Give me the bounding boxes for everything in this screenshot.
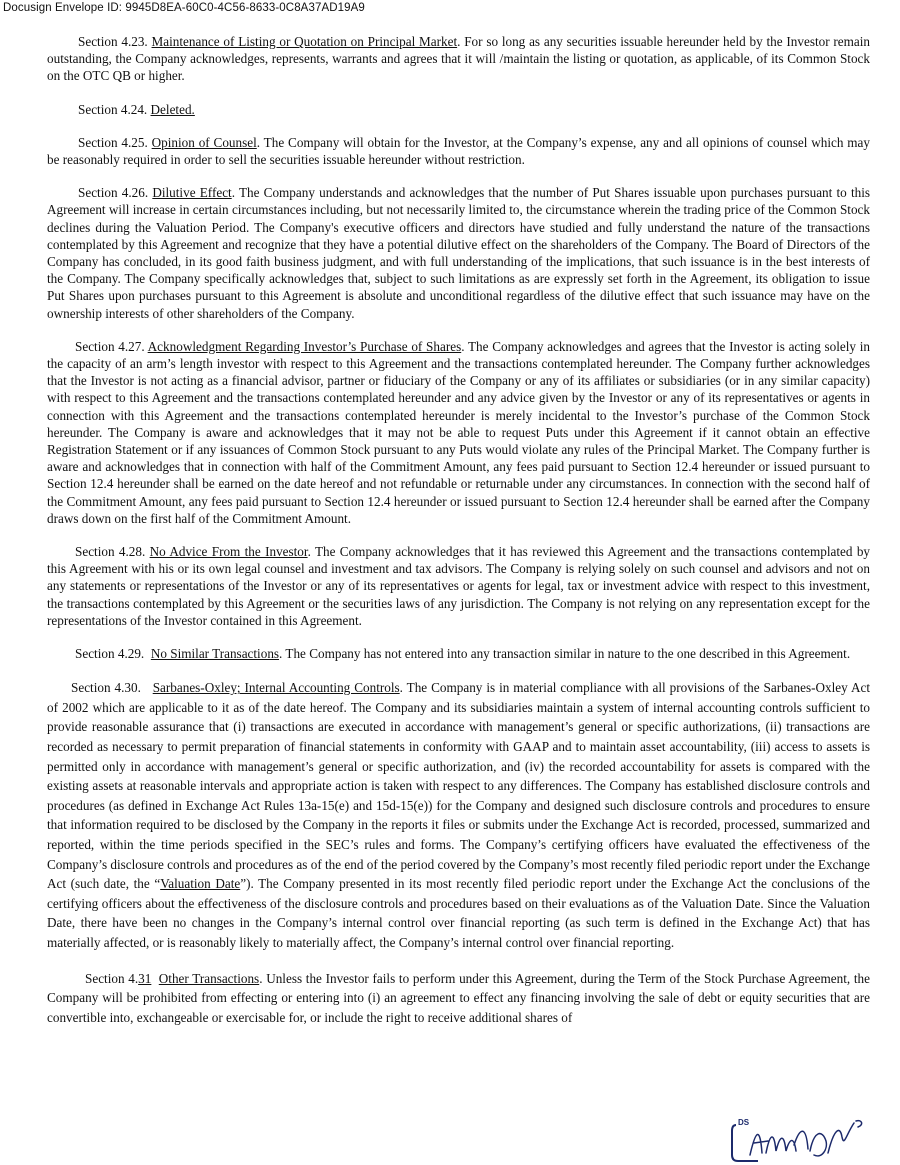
section-body: . The Company has not entered into any transaction similar in nature to the one described in this Agreement. bbox=[279, 646, 851, 662]
section-body: . The Company will obtain for the Investor, at the Company’s expense, any and all opinions of counsel which may be reasonably required in order to sell the securities issuable hereunder without restriction. bbox=[47, 134, 870, 168]
section-4-29 bbox=[47, 645, 870, 662]
section-title: Other Transactions bbox=[158, 970, 260, 986]
section-number: Section 4.29. bbox=[75, 646, 145, 662]
section-body: . For so long as any securities issuable hereunder held by the Investor remain outstanding, the Company acknowledges, represents, warrants and agrees that it will /maintain the listing or quotation, as applicable, of its Common Stock on the OTC QB or higher. bbox=[47, 34, 871, 84]
section-number: Section 4.25. bbox=[78, 134, 148, 150]
signature-scrawl bbox=[750, 1121, 862, 1156]
section-number: Section 4.27. bbox=[75, 338, 145, 354]
section-title: Opinion of Counsel bbox=[151, 134, 257, 150]
section-body: . The Company is in material compliance with all provisions of the Sarbanes-Oxley Act of 2002 which are applicable to it as of the date hereof. The Company and its subsidiaries maintain a system of internal accounting controls sufficient to provide reasonable assurance that (i) transactions are executed in accordance with management’s general or specific authorizations, (ii) transactions are recorded as necessary to permit preparation of financial statements in conformity with GAAP and to maintain asset accountability, (iii) access to assets is permitted only in accordance with management’s general or specific authorization, and (iv) the recorded accountability for assets is compared with the existing assets at reasonable intervals and appropriate action is taken with respect to any differences. The Company has established disclosure controls and procedures (as defined in Exchange Act Rules 13a-15(e) and 15d-15(e)) for the Company and designed such disclosure controls and procedures to ensure that information required to be disclosed by the Company in the reports it files or submits under the Exchange Act is recorded, processed, summarized and reported, within the time periods specified in the SEC’s rules and forms. The Company’s certifying officers have evaluated the effectiveness of the Company’s disclosure controls and procedures as of the end of the period covered by the Company’s most recently filed periodic report under the Exchange Act (such date, the “ bbox=[47, 680, 870, 892]
section-number: Section 4.28. bbox=[75, 544, 146, 560]
document-body bbox=[47, 33, 870, 1027]
section-title: Maintenance of Listing or Quotation on Principal Market bbox=[151, 34, 458, 49]
section-4-24 bbox=[47, 101, 870, 118]
section-title: Acknowledgment Regarding Investor’s Purchase of Shares bbox=[147, 338, 462, 354]
docusign-signature-stamp bbox=[730, 1115, 870, 1163]
defined-term: Valuation Date bbox=[160, 876, 241, 892]
section-4-27 bbox=[47, 338, 870, 527]
section-4-26 bbox=[47, 184, 870, 322]
section-4-23 bbox=[47, 33, 870, 85]
section-4-31 bbox=[47, 969, 870, 1028]
section-body: . The Company understands and acknowledges that the number of Put Shares issuable upon purchases pursuant to this Agreement will increase in certain circumstances including, but not necessarily limited to, the circumstance wherein the trading price of the Common Stock declines during the Valuation Period. The Company's executive officers and directors have studied and fully understand the nature of the transactions contemplated by this Agreement and recognize that they have a potential dilutive effect on the shareholders of the Company. The Board of Directors of the Company has concluded, in its good faith business judgment, and with full understanding of the implications, that such issuance is in the best interests of the Company. The Company specifically acknowledges that, subject to such limitations as are expressly set forth in the Agreement, its obligation to issue Put Shares upon purchases pursuant to this Agreement is absolute and unconditional regardless of the dilutive effect that such issuance may have on the ownership interests of other shareholders of the Company. bbox=[47, 185, 871, 321]
signature-ds-tag: DS bbox=[738, 1118, 750, 1127]
section-body: . The Company acknowledges that it has reviewed this Agreement and the transactions contemplated by this Agreement with his or its own legal counsel and investment and tax advisors. The Company is relying solely on such counsel and advisors and not on any statements or representations of the Investor or any of its representatives or agents for legal, tax or investment advice with respect to this investment, the transactions contemplated by this Agreement or the securities laws of any jurisdiction. The Company is not relying on any representation except for the representations of the Investor contained in this Agreement. bbox=[47, 544, 871, 628]
section-number: Section 4.23. bbox=[78, 34, 148, 49]
section-title: No Advice From the Investor bbox=[149, 544, 308, 560]
section-title: Dilutive Effect bbox=[152, 185, 232, 201]
envelope-id: Docusign Envelope ID: 9945D8EA-60C0-4C56-8633-0C8A37AD19A9 bbox=[3, 2, 365, 14]
section-body: . Unless the Investor fails to perform under this Agreement, during the Term of the Stock Purchase Agreement, the Company will be prohibited from effecting or entering into (i) an agreement to effect any financing involving the sale of debt or equity securities that are convertible into, exchangeable or exercisable for, or include the right to receive additional shares of bbox=[47, 970, 870, 1025]
section-4-25 bbox=[47, 134, 870, 168]
section-4-28 bbox=[47, 543, 870, 629]
section-title: Sarbanes-Oxley; Internal Accounting Controls bbox=[152, 680, 400, 696]
section-body-continued: ”). The Company presented in its most recently filed periodic report under the Exchange Act the conclusions of the certifying officers about the effectiveness of the disclosure controls and procedures based on their evaluations as of the Valuation Date. Since the Valuation Date, there have been no changes in the Company’s internal control over financial reporting (as such term is defined in the Exchange Act) that has materially affected, or is reasonably likely to materially affect, the Company’s internal control over financial reporting. bbox=[47, 876, 870, 951]
section-number: Section 4.24. bbox=[78, 101, 148, 117]
section-title: Deleted. bbox=[150, 101, 195, 117]
section-number: Section 4.26. bbox=[78, 185, 149, 201]
section-number: Section 4.30. bbox=[71, 680, 141, 696]
section-number-suffix: 31 bbox=[138, 970, 152, 986]
section-4-30 bbox=[47, 678, 870, 952]
section-body: . The Company acknowledges and agrees that the Investor is acting solely in the capacity of an arm’s length investor with respect to this Agreement and the transactions contemplated hereunder. The Company further acknowledges that the Investor is not acting as a financial advisor, partner or fiduciary of the Company or any of its affiliates or subsidiaries (or in any similar capacity) with respect to this Agreement and the transactions contemplated hereunder and any advice given by the Investor or any of its representatives or agents in connection with this Agreement and the transactions contemplated hereunder is merely incidental to the Investor’s purchase of the Common Stock hereunder. The Company is aware and acknowledges that it may not be able to request Puts under this Agreement if it cannot obtain an effective Registration Statement or if any issuances of Common Stock pursuant to any Puts would violate any rules of the Principal Market. The Company further is aware and acknowledges that in connection with half of the Commitment Amount, any fees paid pursuant to Section 12.4 hereunder or issued pursuant to Section 12.4 hereunder shall be earned on the date hereof and not refundable or returnable under any circumstances. In connection with the second half of the Commitment Amount, any fees paid pursuant to Section 12.4 hereunder or issued pursuant to Section 12.4 hereunder shall be earned after the Company draws down on the first half of the Commitment Amount. bbox=[47, 338, 870, 526]
section-title: No Similar Transactions bbox=[150, 646, 280, 662]
section-number: Section 4. bbox=[85, 970, 139, 986]
